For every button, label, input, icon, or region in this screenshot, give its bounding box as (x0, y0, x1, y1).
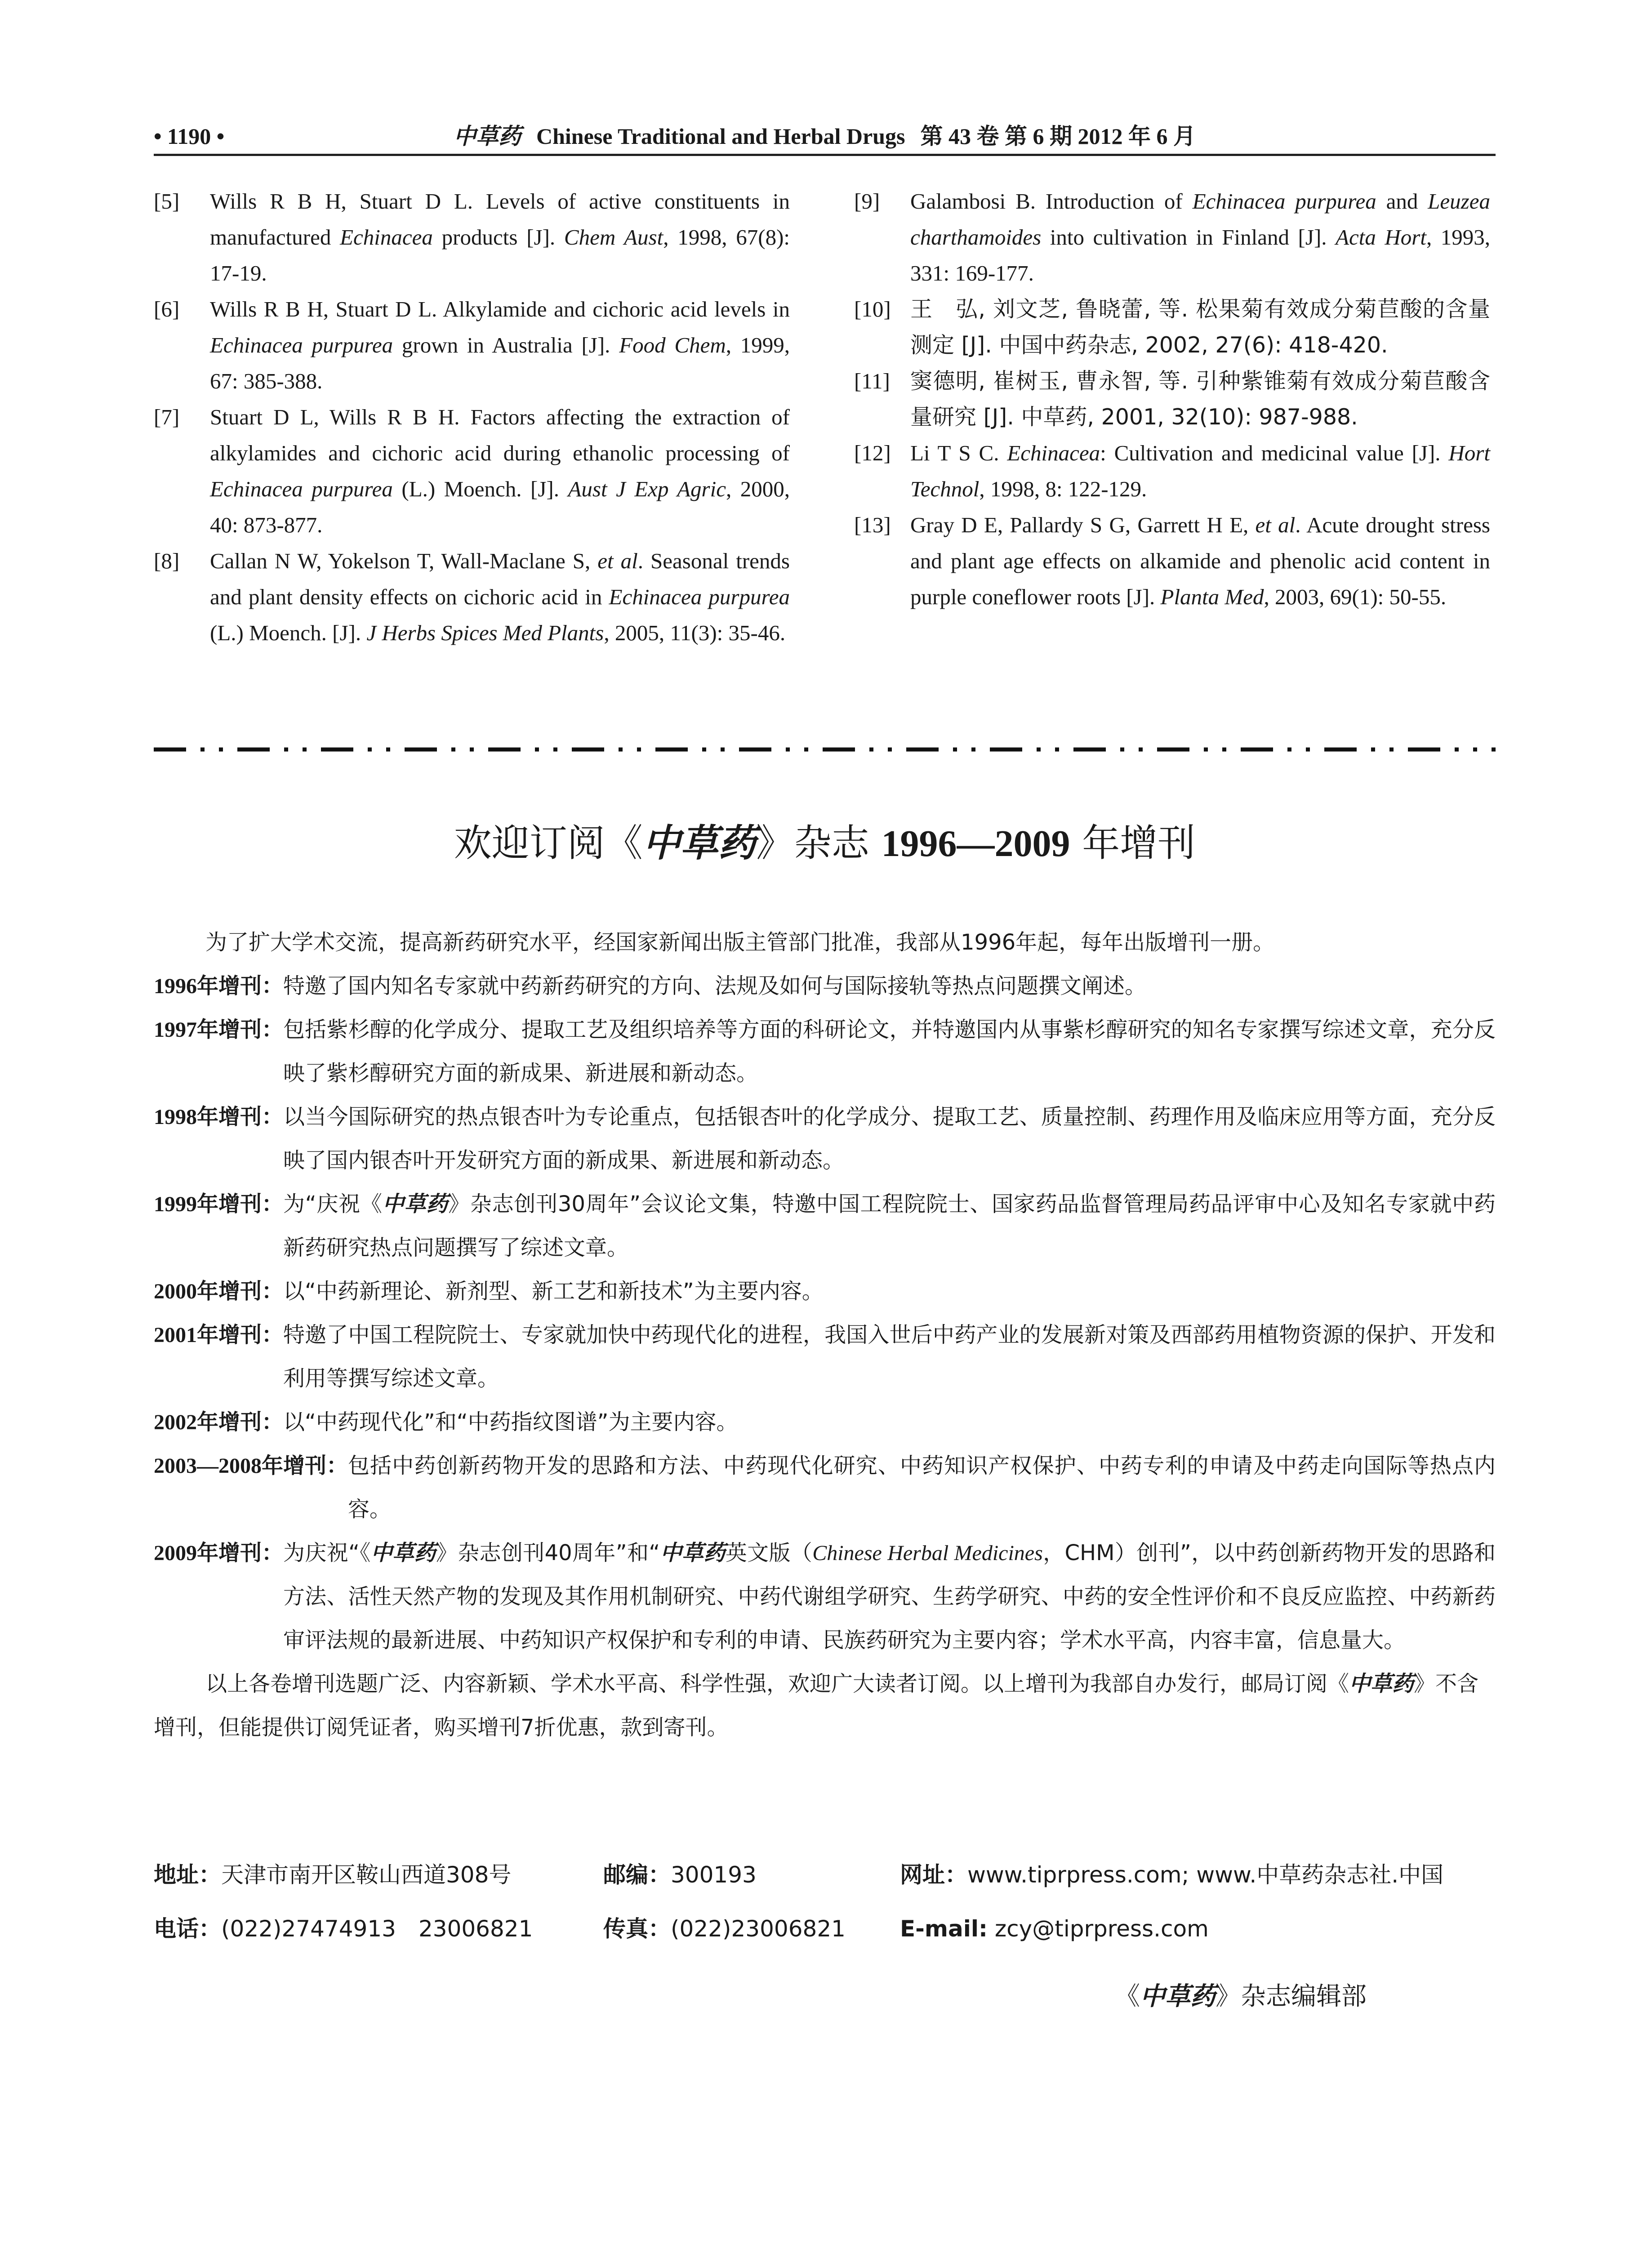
reference-number: [7] (154, 405, 180, 429)
journal-name-en: Chinese Traditional and Herbal Drugs (536, 124, 905, 149)
website: 网址：www.tiprpress.com; www.中草药杂志社.中国 (900, 1862, 1444, 1888)
entry-label: 2002年增刊： (154, 1410, 284, 1434)
reference-list-right (854, 183, 1490, 615)
journal-name-cn: 中草药 (370, 1540, 436, 1566)
entry-label: 1996年增刊： (154, 974, 284, 998)
page-number: • 1190 • (154, 124, 225, 149)
reference-item: [9] Galambosi B. Introduction of Echinacea purpurea and Leuzea charthamoides into cultivation in Finland [J]. Acta Hort, 1993, 331: 169-177. (854, 183, 1490, 291)
journal-name-cn: 中草药 (382, 1191, 449, 1217)
notice-intro: 为了扩大学术交流，提高新药研究水平，经国家新闻出版主管部门批准，我部从1996年起，每年出版增刊一册。 (205, 930, 1275, 955)
entry-label: 2003—2008年增刊： (154, 1454, 348, 1478)
reference-item: [12] Li T S C. Echinacea: Cultivation and medicinal value [J]. Hort Technol, 1998, 8: 122-129. (854, 435, 1490, 507)
reference-number: [10] (854, 297, 891, 321)
supplement-entry: 2009年增刊： 为庆祝“《中草药》杂志创刊40周年”和“中草药英文版（Chinese Herbal Medicines，CHM）创刊”，以中药创新药物开发的思路和方法、活性天然产物的发现及其作用机制研究、中药代谢组学研究、生药学研究、中药的安全性评价和不良反应监控、中药新药审评法规的最新进展、中药知识产权保护和专利的申请、民族药研究为主要内容；学术水平高，内容丰富，信息量大。 (154, 1531, 1496, 1662)
issue-info: 第 43 卷 第 6 期 2012 年 6 月 (920, 124, 1196, 149)
website-link[interactable]: www.tiprpress.com; www.中草药杂志社.中国 (967, 1862, 1444, 1888)
journal-name-cn: 中草药 (1349, 1671, 1414, 1696)
journal-title (154, 121, 1496, 151)
entry-label: 1999年增刊： (154, 1192, 284, 1216)
notice-body (154, 921, 1496, 1749)
contact-row (154, 1848, 1496, 1902)
phone: 电话：(022)27474913 23006821 (154, 1916, 533, 1942)
contact-info (154, 1848, 1496, 1956)
reference-number: [11] (854, 369, 890, 393)
entry-label: 2001年增刊： (154, 1323, 284, 1347)
supplement-entry: 1997年增刊： 包括紫杉醇的化学成分、提取工艺及组织培养等方面的科研论文，并特邀国内从事紫杉醇研究的知名专家撰写综述文章，充分反映了紫杉醇研究方面的新成果、新进展和新动态。 (154, 1008, 1496, 1095)
reference-number: [13] (854, 513, 891, 537)
editorial-signature: 《中草药》杂志编辑部 (1115, 1981, 1367, 2011)
email-link[interactable]: zcy@tiprpress.com (988, 1916, 1209, 1942)
page-header (154, 121, 1496, 156)
reference-number: [6] (154, 297, 180, 321)
address: 地址：天津市南开区鞍山西道308号 (154, 1862, 512, 1888)
journal-name-cn: 中草药 (642, 821, 756, 865)
entry-label: 1997年增刊： (154, 1018, 284, 1042)
fax: 传真：(022)23006821 (603, 1916, 846, 1942)
reference-item: [6] Wills R B H, Stuart D L. Alkylamide and cichoric acid levels in Echinacea purpurea grown in Australia [J]. Food Chem, 1999, 67: 385-388. (154, 291, 790, 399)
journal-name-cn: 中草药 (454, 123, 521, 149)
entry-label: 1998年增刊： (154, 1105, 284, 1129)
reference-number: [5] (154, 189, 180, 214)
postcode: 邮编：300193 (603, 1862, 757, 1888)
notice-closing: 以上各卷增刊选题广泛、内容新颖、学术水平高、科学性强，欢迎广大读者订阅。以上增刊为我部自办发行，邮局订阅《中草药》不含增刊，但能提供订阅凭证者，购买增刊7折优惠，款到寄刊。 (154, 1671, 1479, 1740)
supplement-entry: 2003—2008年增刊： 包括中药创新药物开发的思路和方法、中药现代化研究、中药知识产权保护、中药专利的申请及中药走向国际等热点内容。 (154, 1444, 1496, 1531)
reference-item: [10] 王 弘, 刘文芝, 鲁晓蕾, 等. 松果菊有效成分菊苣酸的含量测定 [J]. 中国中药杂志, 2002, 27(6): 418-420. (854, 291, 1490, 363)
email: E-mail: zcy@tiprpress.com (900, 1916, 1209, 1942)
reference-item: [7] Stuart D L, Wills R B H. Factors affecting the extraction of alkylamides and cichoric acid during ethanolic processing of Echinacea purpurea (L.) Moench. [J]. Aust J Exp Agric, 2000, 40: 873-877. (154, 399, 790, 543)
supplement-entry: 1998年增刊： 以当今国际研究的热点银杏叶为专论重点，包括银杏叶的化学成分、提取工艺、质量控制、药理作用及临床应用等方面，充分反映了国内银杏叶开发研究方面的新成果、新进展和新动态。 (154, 1095, 1496, 1182)
reference-item: [8] Callan N W, Yokelson T, Wall-Maclane S, et al. Seasonal trends and plant density effects on cichoric acid in Echinacea purpurea (L.) Moench. [J]. J Herbs Spices Med Plants, 2005, 11(3): 35-46. (154, 543, 790, 651)
notice-title: 欢迎订阅《中草药》杂志 1996—2009 年增刊 (454, 821, 1196, 865)
reference-number: [9] (854, 189, 880, 214)
section-divider (154, 744, 1496, 755)
supplement-entry: 2001年增刊： 特邀了中国工程院院士、专家就加快中药现代化的进程，我国入世后中药产业的发展新对策及西部药用植物资源的保护、开发和利用等撰写综述文章。 (154, 1313, 1496, 1401)
supplement-entry: 2000年增刊： 以“中药新理论、新剂型、新工艺和新技术”为主要内容。 (154, 1270, 1496, 1313)
reference-number: [12] (854, 441, 891, 465)
reference-number: [8] (154, 549, 180, 573)
journal-name-cn: 中草药 (1140, 1981, 1216, 2011)
reference-item: [13] Gray D E, Pallardy S G, Garrett H E, et al. Acute drought stress and plant age effects on alkamide and phenolic acid content in purple coneflower roots [J]. Planta Med, 2003, 69(1): 50-55. (854, 507, 1490, 615)
journal-name-cn: 中草药 (660, 1540, 726, 1566)
supplement-entry: 1999年增刊： 为“庆祝《中草药》杂志创刊30周年”会议论文集，特邀中国工程院院士、国家药品监督管理局药品评审中心及知名专家就中药新药研究热点问题撰写了综述文章。 (154, 1182, 1496, 1270)
reference-list-left (154, 183, 790, 651)
supplement-entry: 2002年增刊： 以“中药现代化”和“中药指纹图谱”为主要内容。 (154, 1401, 1496, 1444)
contact-row (154, 1902, 1496, 1956)
entry-label: 2000年增刊： (154, 1280, 284, 1303)
supplement-entry: 1996年增刊： 特邀了国内知名专家就中药新药研究的方向、法规及如何与国际接轨等热点问题撰文阐述。 (154, 964, 1496, 1008)
reference-item: [11] 窦德明, 崔树玉, 曹永智, 等. 引种紫锥菊有效成分菊苣酸含量研究 [J]. 中草药, 2001, 32(10): 987-988. (854, 363, 1490, 435)
entry-label: 2009年增刊： (154, 1541, 284, 1565)
reference-item: [5] Wills R B H, Stuart D L. Levels of active constituents in manufactured Echinacea products [J]. Chem Aust, 1998, 67(8): 17-19. (154, 183, 790, 291)
